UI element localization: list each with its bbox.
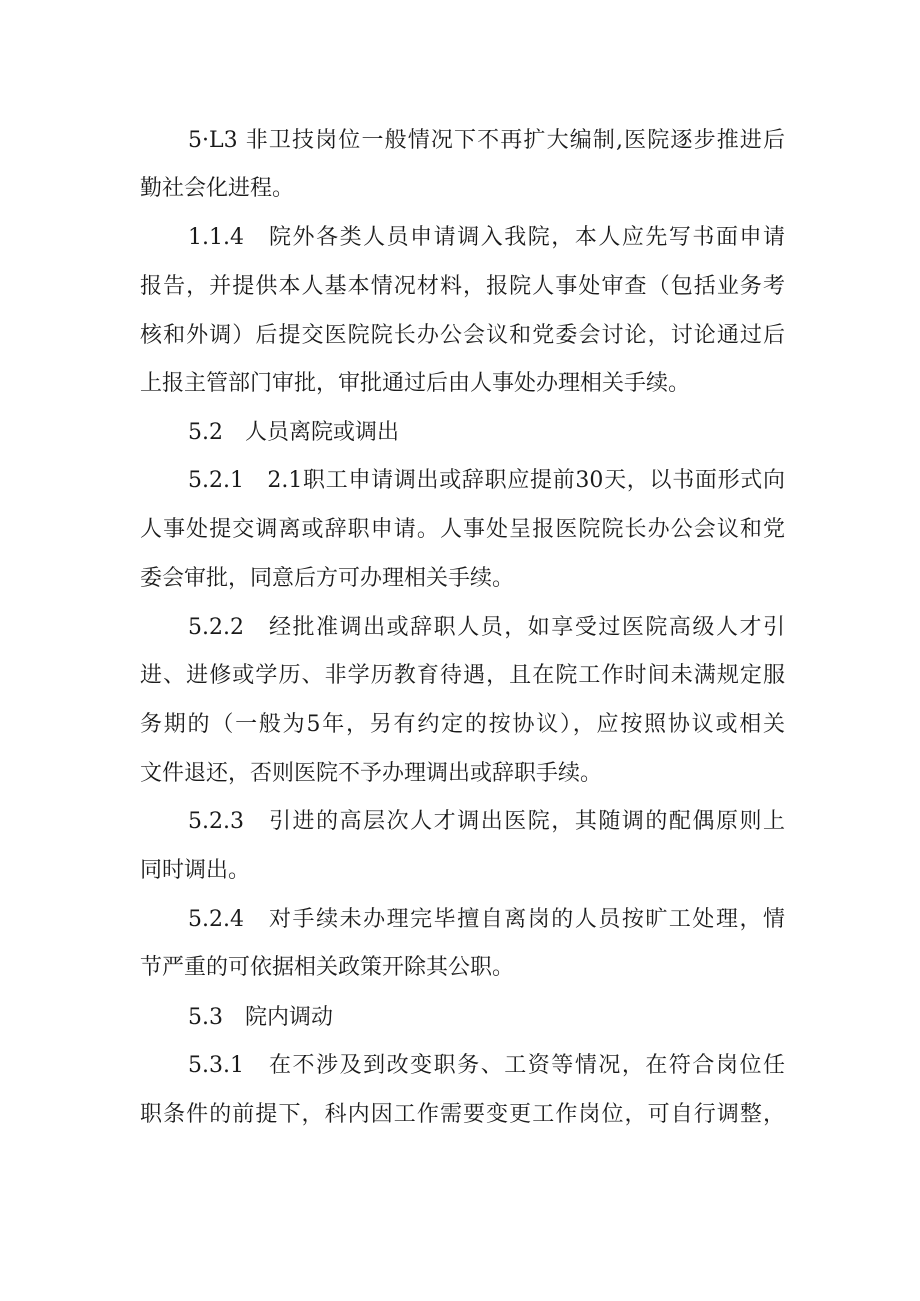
- section-heading-5-2: 5.2 人员离院或调出: [188, 420, 399, 445]
- paragraph-5-2-1-line-2: 人事处提交调离或辞职申请。人事处呈报医院院长办公会议和党: [140, 517, 785, 542]
- paragraph-1-1-4-line-3: 核和外调）后提交医院院长办公会议和党委会讨论，讨论通过后: [140, 323, 785, 348]
- paragraph-5-3-1-line-1: 5.3.1 在不涉及到改变职务、工资等情况，在符合岗位任: [188, 1053, 785, 1078]
- paragraph-5-2-4-line-1: 5.2.4 对手续未办理完毕擅自离岗的人员按旷工处理，情: [188, 907, 785, 932]
- paragraph-5-2-4-line-2: 节严重的可依据相关政策开除其公职。: [140, 955, 515, 980]
- paragraph-5-2-1-line-1: 5.2.1 2.1职工申请调出或辞职应提前30天，以书面形式向: [188, 468, 785, 493]
- paragraph-1-1-4-line-1: 1.1.4 院外各类人员申请调入我院，本人应先写书面申请: [188, 225, 785, 250]
- paragraph-5-1-3-line-2: 勤社会化进程。: [140, 176, 295, 201]
- paragraph-5-2-2-line-4: 文件退还，否则医院不予办理调出或辞职手续。: [140, 761, 603, 786]
- paragraph-1-1-4-line-2: 报告，并提供本人基本情况材料，报院人事处审查（包括业务考: [140, 274, 785, 299]
- paragraph-1-1-4-line-4: 上报主管部门审批，审批通过后由人事处办理相关手续。: [140, 371, 691, 396]
- paragraph-5-2-2-line-3: 务期的（一般为5年，另有约定的按协议），应按照协议或相关: [140, 712, 785, 737]
- section-heading-5-3: 5.3 院内调动: [188, 1005, 333, 1030]
- paragraph-5-2-3-line-1: 5.2.3 引进的高层次人才调出医院，其随调的配偶原则上: [188, 809, 785, 834]
- paragraph-5-2-1-line-3: 委会审批，同意后方可办理相关手续。: [140, 566, 515, 591]
- paragraph-5-1-3-line-1: 5·L3 非卫技岗位一般情况下不再扩大编制,医院逐步推进后: [188, 128, 785, 153]
- paragraph-5-2-3-line-2: 同时调出。: [140, 858, 251, 883]
- paragraph-5-2-2-line-1: 5.2.2 经批准调出或辞职人员，如享受过医院高级人才引: [188, 615, 785, 640]
- paragraph-5-2-2-line-2: 进、进修或学历、非学历教育待遇，且在院工作时间未满规定服: [140, 663, 785, 688]
- paragraph-5-3-1-line-2: 职条件的前提下，科内因工作需要变更工作岗位，可自行调整，: [140, 1102, 785, 1127]
